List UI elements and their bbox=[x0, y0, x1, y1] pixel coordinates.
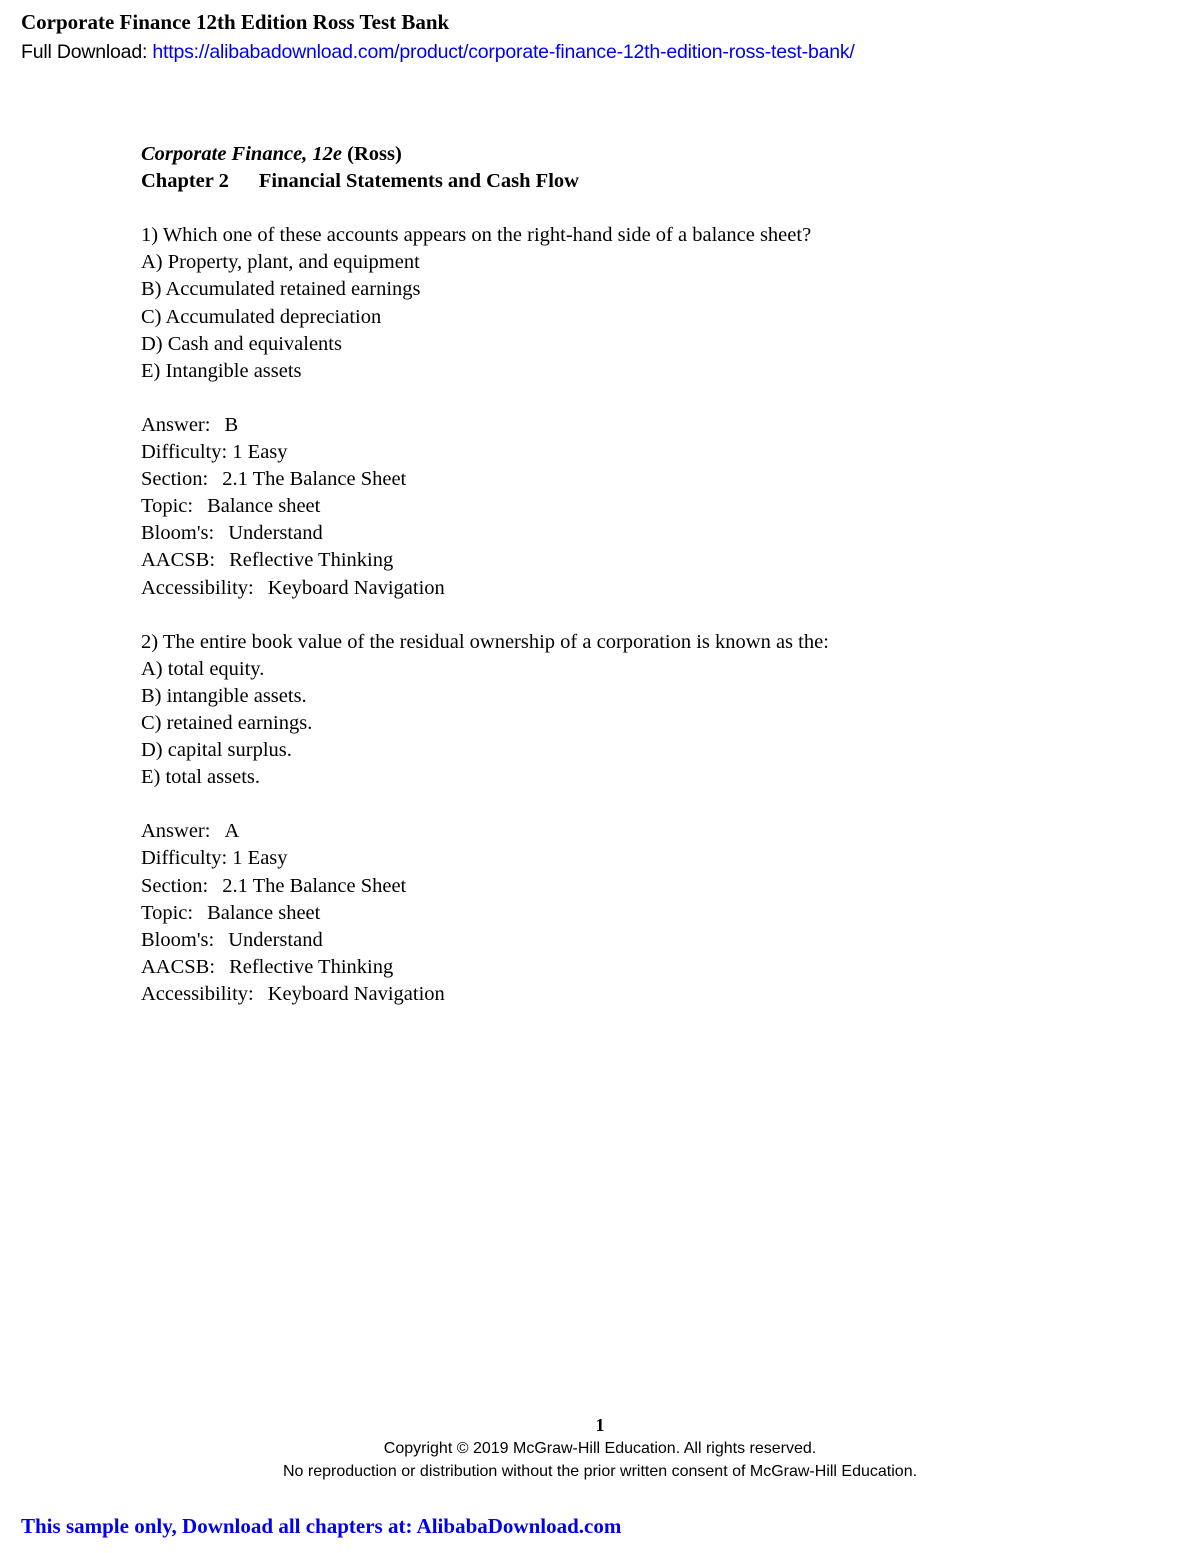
aacsb-value: Reflective Thinking bbox=[229, 549, 394, 572]
accessibility-row bbox=[141, 575, 1101, 602]
topic-row bbox=[141, 493, 1101, 520]
download-line bbox=[21, 38, 855, 66]
aacsb-row bbox=[141, 547, 1101, 574]
chapter-heading bbox=[141, 168, 1101, 195]
answer-option: D) capital surplus. bbox=[141, 739, 292, 762]
question-block bbox=[141, 629, 1101, 1008]
no-reproduction-line: No reproduction or distribution without the prior written consent of McGraw-Hill Education. bbox=[282, 1463, 918, 1480]
answer-row bbox=[141, 412, 1101, 439]
copyright-notice bbox=[0, 1437, 1200, 1483]
chapter-title: Financial Statements and Cash Flow bbox=[258, 170, 579, 193]
aacsb-label: AACSB: bbox=[141, 549, 216, 572]
answer-option: B) Accumulated retained earnings bbox=[141, 278, 421, 301]
aacsb-label: AACSB: bbox=[141, 955, 216, 978]
download-banner-link[interactable]: This sample only, Download all chapters at: AlibabaDownload.com bbox=[21, 1514, 622, 1538]
difficulty-value: 1 Easy bbox=[232, 847, 288, 870]
answer-row bbox=[141, 818, 1101, 845]
accessibility-label: Accessibility: bbox=[141, 576, 254, 599]
accessibility-row bbox=[141, 981, 1101, 1008]
answer-value: A bbox=[224, 820, 240, 843]
answer-option: A) Property, plant, and equipment bbox=[141, 251, 420, 274]
answer-option: E) total assets. bbox=[141, 766, 260, 789]
answer-option: D) Cash and equivalents bbox=[141, 332, 342, 355]
page-number: 1 bbox=[595, 1415, 605, 1435]
accessibility-value: Keyboard Navigation bbox=[267, 576, 445, 599]
section-label: Section: bbox=[141, 468, 209, 491]
answer-option: A) total equity. bbox=[141, 657, 265, 680]
blooms-row bbox=[141, 927, 1101, 954]
book-author: (Ross) bbox=[342, 143, 402, 165]
section-value: 2.1 The Balance Sheet bbox=[222, 468, 407, 491]
question-text: 2) The entire book value of the residual ownership of a corporation is known as the: bbox=[141, 630, 829, 653]
difficulty-label: Difficulty: bbox=[141, 847, 228, 870]
difficulty-label: Difficulty: bbox=[141, 441, 228, 464]
topic-value: Balance sheet bbox=[207, 901, 321, 924]
aacsb-value: Reflective Thinking bbox=[229, 955, 394, 978]
answer-option: C) retained earnings. bbox=[141, 711, 313, 734]
blooms-value: Understand bbox=[228, 928, 323, 951]
difficulty-row bbox=[141, 845, 1101, 872]
chapter-label: Chapter 2 bbox=[141, 170, 229, 193]
book-title: Corporate Finance, 12e bbox=[141, 143, 343, 165]
blooms-label: Bloom's: bbox=[141, 928, 215, 951]
section-label: Section: bbox=[141, 874, 209, 897]
answer-value: B bbox=[224, 413, 239, 436]
topic-row bbox=[141, 900, 1101, 927]
topic-label: Topic: bbox=[141, 495, 194, 518]
section-row bbox=[141, 873, 1101, 900]
download-label: Full Download: bbox=[21, 41, 153, 63]
accessibility-value: Keyboard Navigation bbox=[267, 982, 445, 1005]
book-heading bbox=[141, 141, 1101, 168]
download-link[interactable]: https://alibabadownload.com/product/corporate-finance-12th-edition-ross-test-bank/ bbox=[152, 41, 855, 63]
blooms-value: Understand bbox=[228, 522, 323, 545]
answer-option: B) intangible assets. bbox=[141, 684, 307, 707]
page-content bbox=[141, 141, 1101, 1008]
difficulty-row bbox=[141, 439, 1101, 466]
copyright-line: Copyright © 2019 McGraw-Hill Education. All rights reserved. bbox=[383, 1440, 817, 1457]
answer-option: C) Accumulated depreciation bbox=[141, 305, 382, 328]
question-text: 1) Which one of these accounts appears on the right-hand side of a balance sheet? bbox=[141, 224, 812, 247]
accessibility-label: Accessibility: bbox=[141, 982, 254, 1005]
answer-label: Answer: bbox=[141, 820, 211, 843]
blooms-label: Bloom's: bbox=[141, 522, 215, 545]
answer-label: Answer: bbox=[141, 413, 211, 436]
aacsb-row bbox=[141, 954, 1101, 981]
blooms-row bbox=[141, 520, 1101, 547]
section-value: 2.1 The Balance Sheet bbox=[222, 874, 407, 897]
difficulty-value: 1 Easy bbox=[232, 441, 288, 464]
document-title: Corporate Finance 12th Edition Ross Test Bank bbox=[21, 10, 450, 34]
topic-value: Balance sheet bbox=[207, 495, 321, 518]
section-row bbox=[141, 466, 1101, 493]
topic-label: Topic: bbox=[141, 901, 194, 924]
answer-option: E) Intangible assets bbox=[141, 359, 302, 382]
question-block bbox=[141, 222, 1101, 601]
